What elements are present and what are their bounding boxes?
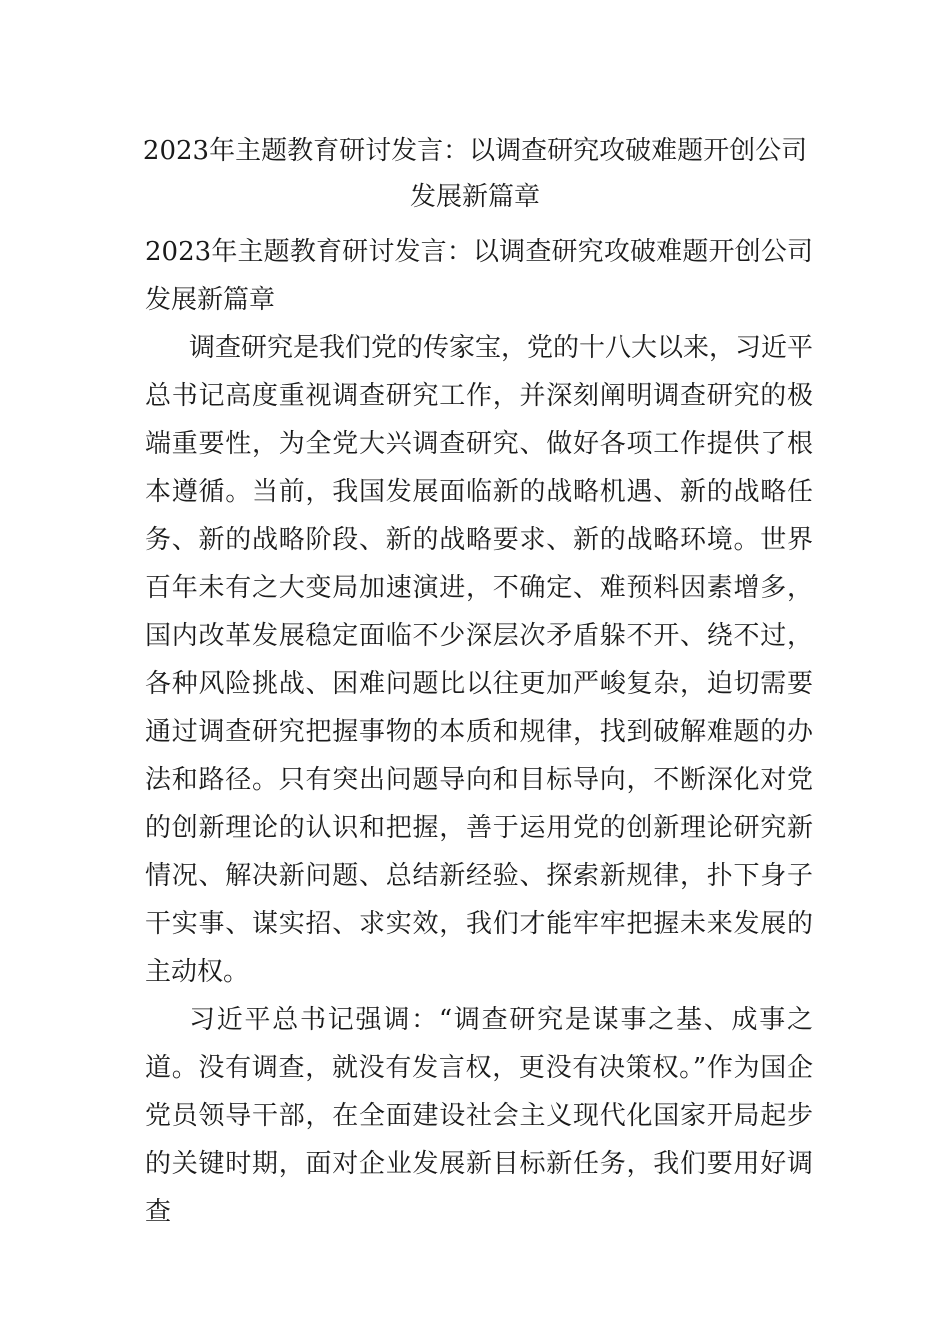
paragraph-2: 习近平总书记强调：“调查研究是谋事之基、成事之道。没有调查，就没有发言权，更没有决策权。”作为国企党员领导干部，在全面建设社会主义现代化国家开局起步的关键时期，面对企业发展新目标新任务，我们要用好调查 bbox=[145, 1005, 813, 1227]
paragraph-1: 调查研究是我们党的传家宝，党的十八大以来，习近平总书记高度重视调查研究工作，并深刻阐明调查研究的极端重要性，为全党大兴调查研究、做好各项工作提供了根本遵循。当前，我国发展面临新的战略机遇、新的战略任务、新的战略阶段、新的战略要求、新的战略环境。世界百年未有之大变局加速演进，不确定、难预料因素增多，国内改革发展稳定面临不少深层次矛盾躲不开、绕不过，各种风险挑战、困难问题比以往更加严峻复杂，迫切需要通过调查研究把握事物的本质和规律，找到破解难题的办法和路径。只有突出问题导向和目标导向，不断深化对党的创新理论的认识和把握，善于运用党的创新理论研究新情况、解决新问题、总结新经验、探索新规律，扑下身子干实事、谋实招、求实效，我们才能牢牢把握未来发展的主动权。 bbox=[145, 333, 814, 987]
document-title: 2023年主题教育研讨发言：以调查研究攻破难题开创公司发展新篇章 bbox=[142, 136, 808, 212]
document-subtitle: 2023年主题教育研讨发言：以调查研究攻破难题开创公司发展新篇章 bbox=[145, 237, 813, 315]
document-body bbox=[145, 228, 813, 1236]
